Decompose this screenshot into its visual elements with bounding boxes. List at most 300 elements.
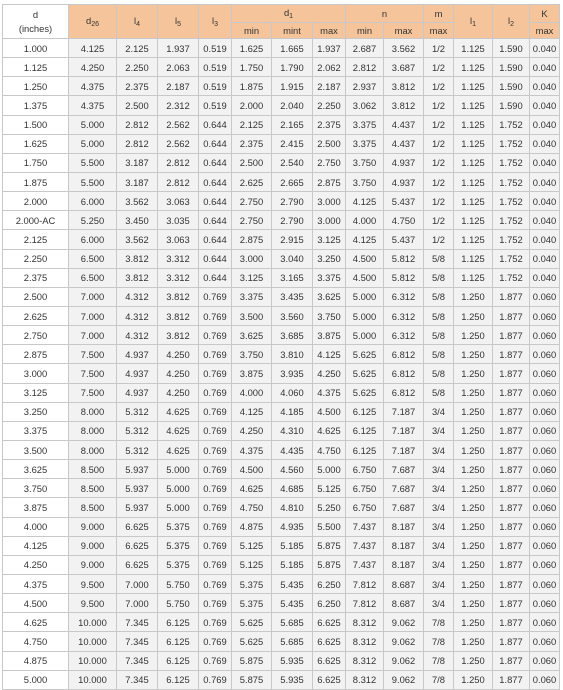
table-cell: 1.752 — [493, 249, 530, 268]
table-cell: 0.060 — [530, 517, 560, 536]
table-cell: 1/2 — [424, 172, 454, 191]
table-cell: 1.250 — [454, 498, 493, 517]
table-cell: 4.685 — [272, 479, 313, 498]
table-cell: 0.769 — [199, 594, 232, 613]
table-row — [3, 115, 560, 134]
table-cell: 2.375 — [313, 115, 346, 134]
table-cell: 3.450 — [117, 211, 158, 230]
table-cell: 8.000 — [69, 440, 117, 459]
table-cell: 0.040 — [530, 58, 560, 77]
header-d1-main: d — [283, 7, 290, 18]
table-cell: 5/8 — [424, 249, 454, 268]
table-cell: 1.125 — [454, 153, 493, 172]
table-row — [3, 230, 560, 249]
table-cell: 4.125 — [232, 402, 272, 421]
table-cell: 2.812 — [158, 172, 199, 191]
table-cell: 9.000 — [69, 555, 117, 574]
header-l5-sub: 5 — [177, 21, 181, 28]
table-cell: 1/2 — [424, 96, 454, 115]
table-cell: 6.625 — [117, 555, 158, 574]
table-cell: 6.625 — [117, 517, 158, 536]
header-l3 — [199, 5, 232, 39]
table-cell: 3.812 — [117, 249, 158, 268]
table-cell: 5.437 — [384, 192, 424, 211]
table-cell: 0.519 — [199, 39, 232, 58]
table-cell: 0.644 — [199, 153, 232, 172]
table-cell: 4.375 — [69, 77, 117, 96]
table-cell: 5.935 — [272, 651, 313, 670]
table-cell: 5.375 — [232, 574, 272, 593]
table-cell: 8.687 — [384, 594, 424, 613]
table-row — [3, 632, 560, 651]
table-cell: 2.665 — [272, 172, 313, 191]
table-cell: 2.250 — [117, 58, 158, 77]
table-cell: 3.312 — [158, 249, 199, 268]
table-cell: 1.250 — [454, 383, 493, 402]
table-cell: 6.125 — [158, 613, 199, 632]
table-cell: 1.875 — [3, 172, 69, 191]
table-cell: 5.750 — [158, 594, 199, 613]
table-cell: 3/4 — [424, 402, 454, 421]
header-d26-main: d — [85, 15, 92, 26]
table-cell: 5.000 — [313, 460, 346, 479]
table-cell: 0.040 — [530, 39, 560, 58]
table-cell: 4.937 — [384, 172, 424, 191]
table-cell: 2.375 — [232, 134, 272, 153]
table-cell: 0.769 — [199, 555, 232, 574]
table-cell: 6.000 — [69, 230, 117, 249]
table-cell: 5/8 — [424, 268, 454, 287]
table-cell: 6.625 — [313, 632, 346, 651]
table-cell: 5.125 — [232, 536, 272, 555]
table-cell: 1.877 — [493, 421, 530, 440]
table-cell: 2.062 — [313, 58, 346, 77]
header-l4 — [117, 5, 158, 39]
table-cell: 5.000 — [69, 134, 117, 153]
table-cell: 1.250 — [454, 287, 493, 306]
table-cell: 8.187 — [384, 555, 424, 574]
table-cell: 1/2 — [424, 153, 454, 172]
table-cell: 1/2 — [424, 39, 454, 58]
table-cell: 1.250 — [454, 613, 493, 632]
table-row — [3, 153, 560, 172]
table-cell: 4.000 — [3, 517, 69, 536]
table-row — [3, 555, 560, 574]
table-cell: 1.752 — [493, 153, 530, 172]
table-cell: 3.750 — [3, 479, 69, 498]
table-cell: 2.812 — [117, 134, 158, 153]
table-cell: 4.250 — [3, 555, 69, 574]
table-cell: 7.000 — [69, 287, 117, 306]
table-cell: 5.437 — [384, 230, 424, 249]
table-cell: 5.125 — [232, 555, 272, 574]
table-cell: 0.060 — [530, 498, 560, 517]
table-cell: 1.250 — [454, 402, 493, 421]
table-cell: 0.040 — [530, 211, 560, 230]
table-cell: 3.000 — [313, 211, 346, 230]
table-cell: 1.250 — [454, 632, 493, 651]
table-cell: 5.375 — [232, 594, 272, 613]
header-l3-sub: 3 — [214, 21, 218, 28]
table-cell: 4.750 — [313, 440, 346, 459]
table-cell: 1.250 — [454, 651, 493, 670]
header-l2-sub: 2 — [510, 21, 514, 28]
table-cell: 3/4 — [424, 574, 454, 593]
table-cell: 4.500 — [232, 460, 272, 479]
table-cell: 7.187 — [384, 440, 424, 459]
table-cell: 0.060 — [530, 345, 560, 364]
table-cell: 8.687 — [384, 574, 424, 593]
table-cell: 5.625 — [346, 345, 384, 364]
table-cell: 1.877 — [493, 402, 530, 421]
table-cell: 3.375 — [346, 134, 384, 153]
table-cell: 3/4 — [424, 460, 454, 479]
table-cell: 2.125 — [3, 230, 69, 249]
table-cell: 1.250 — [454, 345, 493, 364]
table-cell: 1.625 — [3, 134, 69, 153]
table-cell: 1.877 — [493, 613, 530, 632]
table-cell: 5.375 — [158, 555, 199, 574]
table-cell: 3.812 — [158, 287, 199, 306]
table-row — [3, 594, 560, 613]
table-cell: 0.519 — [199, 58, 232, 77]
table-row — [3, 58, 560, 77]
table-cell: 2.790 — [272, 192, 313, 211]
table-cell: 5/8 — [424, 383, 454, 402]
table-cell: 7.345 — [117, 651, 158, 670]
table-cell: 6.250 — [313, 574, 346, 593]
table-cell: 0.040 — [530, 134, 560, 153]
table-cell: 4.625 — [158, 402, 199, 421]
table-cell: 4.060 — [272, 383, 313, 402]
table-cell: 0.060 — [530, 594, 560, 613]
table-cell: 4.437 — [384, 115, 424, 134]
header-l5 — [158, 5, 199, 39]
table-cell: 1.790 — [272, 58, 313, 77]
table-cell: 2.125 — [232, 115, 272, 134]
table-cell: 7/8 — [424, 651, 454, 670]
table-cell: 2.750 — [232, 192, 272, 211]
table-cell: 4.312 — [117, 306, 158, 325]
table-cell: 1.877 — [493, 517, 530, 536]
table-cell: 0.040 — [530, 96, 560, 115]
table-cell: 2.500 — [3, 287, 69, 306]
table-cell: 2.625 — [3, 306, 69, 325]
table-cell: 7.345 — [117, 613, 158, 632]
header-d1-max: max — [313, 23, 346, 39]
table-cell: 1.250 — [454, 670, 493, 689]
table-cell: 2.500 — [117, 96, 158, 115]
table-cell: 0.769 — [199, 306, 232, 325]
table-cell: 1.125 — [454, 96, 493, 115]
table-cell: 3.500 — [3, 440, 69, 459]
table-cell: 4.500 — [346, 268, 384, 287]
table-cell: 6.312 — [384, 326, 424, 345]
table-cell: 1.250 — [454, 536, 493, 555]
table-cell: 3.375 — [3, 421, 69, 440]
table-cell: 1.250 — [454, 594, 493, 613]
table-cell: 0.769 — [199, 326, 232, 345]
table-cell: 0.769 — [199, 517, 232, 536]
table-cell: 2.250 — [313, 96, 346, 115]
header-l4-sub: 4 — [136, 21, 140, 28]
table-cell: 2.500 — [313, 134, 346, 153]
table-cell: 6.500 — [69, 268, 117, 287]
table-cell: 6.000 — [69, 192, 117, 211]
table-cell: 1.877 — [493, 383, 530, 402]
table-cell: 4.875 — [3, 651, 69, 670]
table-cell: 7.812 — [346, 594, 384, 613]
table-cell: 5.375 — [158, 517, 199, 536]
table-cell: 0.060 — [530, 651, 560, 670]
table-cell: 9.500 — [69, 574, 117, 593]
table-cell: 4.750 — [232, 498, 272, 517]
table-cell: 10.000 — [69, 651, 117, 670]
table-cell: 5/8 — [424, 306, 454, 325]
table-cell: 1.877 — [493, 594, 530, 613]
table-cell: 2.750 — [3, 326, 69, 345]
table-cell: 5.000 — [158, 498, 199, 517]
table-row — [3, 421, 560, 440]
table-cell: 7.000 — [117, 574, 158, 593]
table-cell: 3.812 — [384, 96, 424, 115]
table-cell: 4.250 — [69, 58, 117, 77]
header-d1-sub: 1 — [289, 13, 294, 20]
table-cell: 4.375 — [69, 96, 117, 115]
table-cell: 0.060 — [530, 613, 560, 632]
table-cell: 10.000 — [69, 632, 117, 651]
table-cell: 3.165 — [272, 268, 313, 287]
table-row — [3, 172, 560, 191]
table-cell: 1.877 — [493, 498, 530, 517]
table-cell: 2.562 — [158, 115, 199, 134]
header-l1 — [454, 5, 493, 39]
table-cell: 5.937 — [117, 479, 158, 498]
table-cell: 7.500 — [69, 383, 117, 402]
header-d-label: d — [32, 8, 39, 20]
table-cell: 1.125 — [454, 172, 493, 191]
table-cell: 4.937 — [117, 364, 158, 383]
table-cell: 1.877 — [493, 460, 530, 479]
table-cell: 1.877 — [493, 287, 530, 306]
table-cell: 5.000 — [69, 115, 117, 134]
dimensions-table — [2, 4, 560, 690]
table-cell: 1.752 — [493, 134, 530, 153]
table-cell: 5.500 — [313, 517, 346, 536]
table-cell: 7.687 — [384, 498, 424, 517]
table-row — [3, 96, 560, 115]
table-cell: 0.060 — [530, 574, 560, 593]
table-cell: 7.187 — [384, 402, 424, 421]
table-cell: 8.312 — [346, 670, 384, 689]
table-cell: 0.644 — [199, 115, 232, 134]
table-row — [3, 498, 560, 517]
table-cell: 9.000 — [69, 536, 117, 555]
table-cell: 1.877 — [493, 632, 530, 651]
table-row — [3, 249, 560, 268]
table-cell: 6.500 — [69, 249, 117, 268]
table-cell: 3.935 — [272, 364, 313, 383]
table-cell: 0.769 — [199, 345, 232, 364]
table-cell: 1.500 — [3, 115, 69, 134]
table-cell: 2.187 — [313, 77, 346, 96]
table-cell: 3.125 — [3, 383, 69, 402]
table-cell: 1.125 — [454, 192, 493, 211]
table-row — [3, 345, 560, 364]
table-cell: 5.625 — [232, 613, 272, 632]
table-row — [3, 134, 560, 153]
table-row — [3, 479, 560, 498]
table-cell: 3.812 — [158, 326, 199, 345]
table-cell: 3.000 — [232, 249, 272, 268]
table-cell: 5.937 — [117, 498, 158, 517]
table-cell: 1.125 — [454, 230, 493, 249]
table-cell: 8.000 — [69, 421, 117, 440]
table-cell: 5.000 — [346, 287, 384, 306]
table-cell: 6.312 — [384, 287, 424, 306]
table-cell: 2.040 — [272, 96, 313, 115]
header-l3-main: l — [212, 15, 215, 26]
table-cell: 9.062 — [384, 613, 424, 632]
table-cell: 7.500 — [69, 364, 117, 383]
table-cell: 1.877 — [493, 345, 530, 364]
table-cell: 0.040 — [530, 230, 560, 249]
table-cell: 3.560 — [272, 306, 313, 325]
table-cell: 0.769 — [199, 632, 232, 651]
table-cell: 7.000 — [117, 594, 158, 613]
table-cell: 4.000 — [346, 211, 384, 230]
table-row — [3, 651, 560, 670]
table-cell: 3.063 — [158, 192, 199, 211]
table-cell: 4.250 — [158, 364, 199, 383]
table-cell: 0.060 — [530, 287, 560, 306]
table-cell: 4.437 — [384, 134, 424, 153]
table-cell: 3/4 — [424, 440, 454, 459]
table-cell: 1.250 — [454, 460, 493, 479]
table-cell: 4.625 — [158, 421, 199, 440]
table-cell: 4.625 — [3, 613, 69, 632]
table-cell: 4.935 — [272, 517, 313, 536]
table-cell: 3.812 — [384, 77, 424, 96]
header-m: m — [424, 5, 454, 23]
table-cell: 5.500 — [69, 153, 117, 172]
table-cell: 3.035 — [158, 211, 199, 230]
table-cell: 1.125 — [3, 58, 69, 77]
table-cell: 3/4 — [424, 421, 454, 440]
table-cell: 0.060 — [530, 479, 560, 498]
table-cell: 3/4 — [424, 594, 454, 613]
table-cell: 3.875 — [3, 498, 69, 517]
table-cell: 0.519 — [199, 96, 232, 115]
table-cell: 8.187 — [384, 536, 424, 555]
table-cell: 0.060 — [530, 421, 560, 440]
table-cell: 3.125 — [313, 230, 346, 249]
table-cell: 3.187 — [117, 172, 158, 191]
table-cell: 3.062 — [346, 96, 384, 115]
table-cell: 0.060 — [530, 460, 560, 479]
table-cell: 1.877 — [493, 555, 530, 574]
header-d — [3, 5, 69, 39]
table-cell: 2.875 — [313, 172, 346, 191]
table-cell: 1.877 — [493, 536, 530, 555]
table-cell: 0.644 — [199, 192, 232, 211]
table-cell: 2.500 — [232, 153, 272, 172]
table-cell: 7.687 — [384, 479, 424, 498]
table-cell: 5.875 — [313, 536, 346, 555]
table-cell: 3.500 — [232, 306, 272, 325]
header-l5-main: l — [175, 15, 178, 26]
table-cell: 1.750 — [3, 153, 69, 172]
table-cell: 3.875 — [232, 364, 272, 383]
table-cell: 7/8 — [424, 632, 454, 651]
header-d26-sub: 26 — [91, 21, 99, 28]
table-cell: 4.500 — [346, 249, 384, 268]
table-cell: 4.810 — [272, 498, 313, 517]
table-cell: 0.769 — [199, 287, 232, 306]
table-cell: 1/2 — [424, 115, 454, 134]
table-cell: 1.125 — [454, 58, 493, 77]
table-cell: 7.187 — [384, 421, 424, 440]
header-l4-main: l — [134, 15, 137, 26]
table-cell: 7.437 — [346, 555, 384, 574]
table-cell: 0.769 — [199, 402, 232, 421]
table-cell: 0.060 — [530, 326, 560, 345]
table-cell: 4.937 — [384, 153, 424, 172]
table-cell: 4.375 — [3, 574, 69, 593]
table-cell: 0.769 — [199, 536, 232, 555]
table-cell: 7.812 — [346, 574, 384, 593]
header-m-max: max — [424, 23, 454, 39]
header-n-max: max — [384, 23, 424, 39]
table-cell: 2.915 — [272, 230, 313, 249]
table-cell: 0.769 — [199, 670, 232, 689]
table-cell: 3/4 — [424, 517, 454, 536]
table-cell: 1.250 — [454, 479, 493, 498]
table-cell: 4.125 — [346, 230, 384, 249]
table-cell: 5.000 — [158, 479, 199, 498]
table-cell: 3.250 — [3, 402, 69, 421]
table-cell: 5.935 — [272, 670, 313, 689]
table-cell: 3.687 — [384, 58, 424, 77]
table-cell: 4.125 — [313, 345, 346, 364]
table-cell: 10.000 — [69, 613, 117, 632]
table-cell: 5.875 — [232, 651, 272, 670]
table-cell: 5.375 — [158, 536, 199, 555]
table-cell: 5.250 — [313, 498, 346, 517]
table-cell: 0.769 — [199, 479, 232, 498]
table-cell: 3.875 — [313, 326, 346, 345]
table-cell: 2.312 — [158, 96, 199, 115]
table-cell: 2.562 — [158, 134, 199, 153]
table-cell: 5.812 — [384, 249, 424, 268]
table-cell: 3.187 — [117, 153, 158, 172]
table-cell: 1.665 — [272, 39, 313, 58]
table-cell: 7.437 — [346, 536, 384, 555]
table-cell: 0.060 — [530, 670, 560, 689]
table-cell: 2.375 — [3, 268, 69, 287]
table-cell: 8.187 — [384, 517, 424, 536]
table-cell: 5.750 — [158, 574, 199, 593]
table-cell: 0.769 — [199, 383, 232, 402]
table-cell: 6.250 — [313, 594, 346, 613]
table-cell: 10.000 — [69, 670, 117, 689]
table-cell: 3/4 — [424, 555, 454, 574]
table-cell: 7/8 — [424, 613, 454, 632]
table-cell: 3.625 — [313, 287, 346, 306]
table-cell: 4.875 — [232, 517, 272, 536]
table-cell: 5.312 — [117, 440, 158, 459]
table-row — [3, 574, 560, 593]
